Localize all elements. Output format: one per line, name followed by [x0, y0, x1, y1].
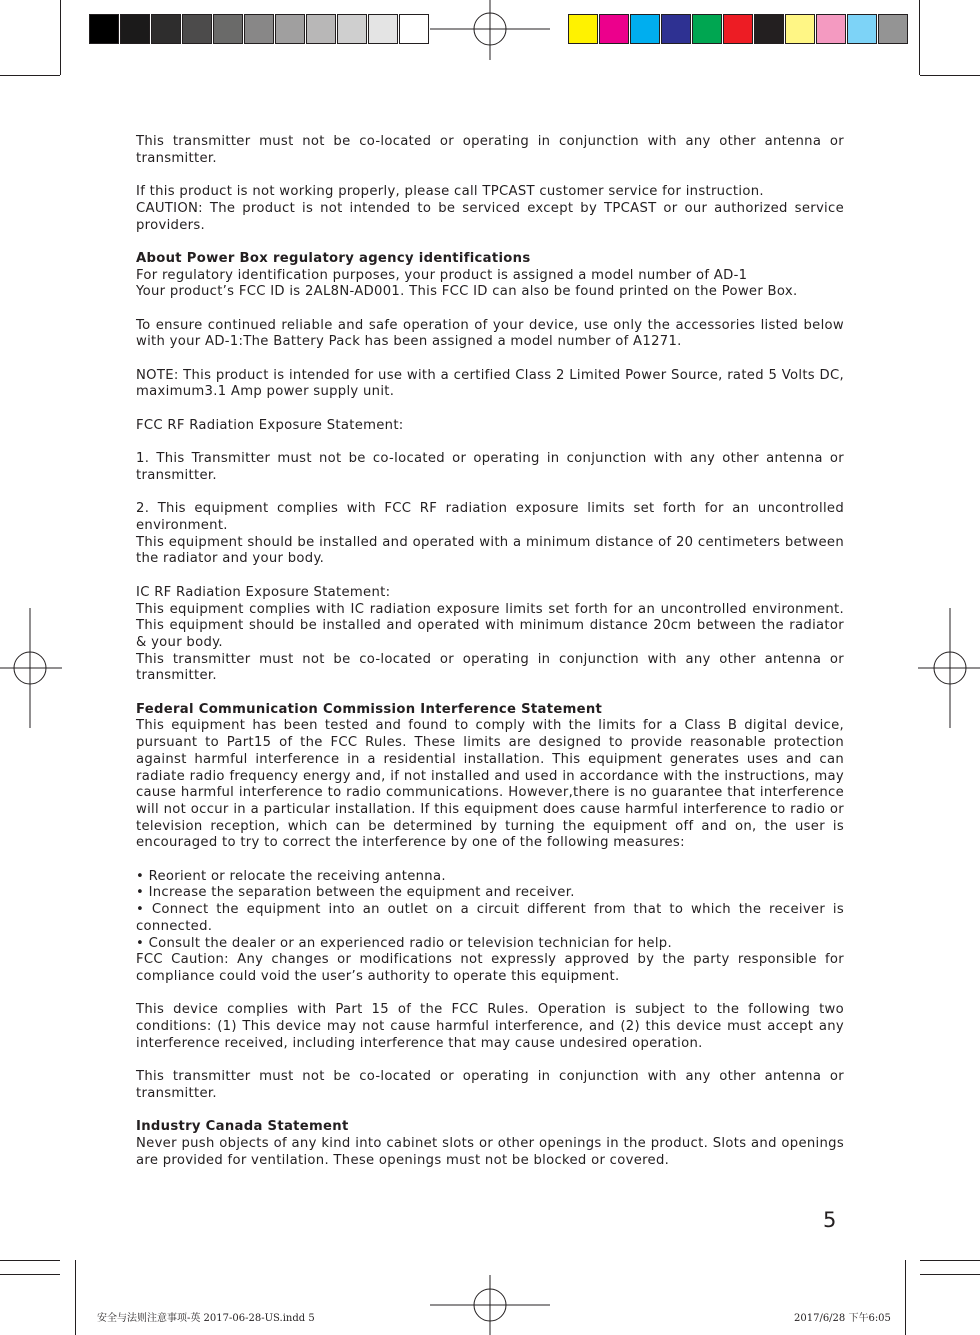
registration-mark-icon	[0, 608, 62, 728]
crop-mark	[0, 75, 60, 76]
color-swatch	[399, 14, 429, 44]
regulatory-text	[136, 134, 844, 1169]
registration-mark-icon	[430, 0, 550, 60]
paragraph: This equipment complies with IC radiation exposure limits set forth for an uncontrolled environment. This equipment should be installed and operated with minimum distance 20cm between the radiator & your body.	[136, 601, 844, 650]
crop-mark	[920, 1274, 980, 1275]
crop-mark	[75, 1260, 76, 1335]
color-swatch	[785, 14, 815, 44]
color-swatch	[275, 14, 305, 44]
color-swatch	[182, 14, 212, 44]
color-swatch	[723, 14, 753, 44]
color-swatch	[568, 14, 598, 44]
paragraph: If this product is not working properly, please call TPCAST customer service for instruction.	[136, 184, 764, 200]
color-swatch	[630, 14, 660, 44]
crop-mark	[0, 1260, 60, 1261]
paragraph: For regulatory identification purposes, your product is assigned a model number of AD-1	[136, 267, 748, 283]
color-swatch	[151, 14, 181, 44]
color-swatch	[816, 14, 846, 44]
crop-mark	[0, 1274, 60, 1275]
color-swatch	[368, 14, 398, 44]
paragraph: This transmitter must not be co-located or operating in conjunction with any other antenna or transmitter.	[136, 134, 844, 166]
paragraph: FCC Caution: Any changes or modifications not expressly approved by the party responsible for compliance could void the user’s authority to operate this equipment.	[136, 952, 844, 984]
list-item: • Consult the dealer or an experienced radio or television technician for help.	[136, 935, 672, 951]
paragraph: 1. This Transmitter must not be co-located or operating in conjunction with any other antenna or transmitter.	[136, 451, 844, 483]
crop-mark	[60, 0, 61, 75]
paragraph: This device complies with Part 15 of the FCC Rules. Operation is subject to the following two conditions: (1) This device may not cause harmful interference, and (2) this device must accept any interference received, including interference that may cause undesired operation.	[136, 1002, 844, 1051]
color-swatch	[599, 14, 629, 44]
paragraph: This transmitter must not be co-located or operating in conjunction with any other antenna or transmitter.	[136, 651, 844, 684]
paragraph: This equipment should be installed and operated with a minimum distance of 20 centimeters between the radiator and your body.	[136, 534, 844, 567]
paragraph: NOTE: This product is intended for use with a certified Class 2 Limited Power Source, rated 5 Volts DC, maximum3.1 Amp power supply unit.	[136, 367, 844, 400]
color-swatch	[120, 14, 150, 44]
crop-mark	[919, 0, 920, 75]
color-swatch	[847, 14, 877, 44]
slug-filename: 安全与法则注意事项-英 2017-06-28-US.indd 5	[97, 1313, 315, 1324]
paragraph: This equipment has been tested and found to comply with the limits for a Class B digital device, pursuant to Part15 of the FCC Rules. These limits are designed to provide reasonable protection against harmful interference in a residential installation. This equipment generates uses and can radiate radio frequency energy and, if not installed and used in accordance with the instructions, may cause harmful interference to radio communications. However,there is no guarantee that interference will not occur in a particular installation. If this equipment does cause harmful interference to radio or television reception, which can be determined by turning the equipment off and on, the user is encouraged to try to correct the interference by one of the following measures:	[136, 718, 844, 851]
registration-mark-icon	[430, 1275, 550, 1335]
color-swatch	[661, 14, 691, 44]
list-item: • Increase the separation between the equipment and receiver.	[136, 885, 575, 901]
color-swatch	[213, 14, 243, 44]
color-swatch	[878, 14, 908, 44]
color-swatch	[337, 14, 367, 44]
page-number: 5	[823, 1208, 837, 1232]
color-swatch	[754, 14, 784, 44]
crop-mark	[905, 1260, 906, 1335]
grayscale-color-bar	[89, 14, 430, 44]
section-heading: About Power Box regulatory agency identifications	[136, 250, 531, 266]
registration-mark-icon	[918, 608, 980, 728]
crop-mark	[920, 75, 980, 76]
paragraph: 2. This equipment complies with FCC RF radiation exposure limits set forth for an uncontrolled environment.	[136, 501, 844, 534]
process-color-bar	[568, 14, 909, 44]
paragraph: Never push objects of any kind into cabinet slots or other openings in the product. Slots and openings are provided for ventilation. These openings must not be blocked or covered.	[136, 1135, 844, 1168]
color-swatch	[306, 14, 336, 44]
list-item: • Connect the equipment into an outlet on a circuit different from that to which the receiver is connected.	[136, 902, 844, 934]
section-heading: Federal Communication Commission Interference Statement	[136, 701, 603, 717]
color-swatch	[692, 14, 722, 44]
section-heading: Industry Canada Statement	[136, 1119, 349, 1135]
color-swatch	[89, 14, 119, 44]
color-swatch	[244, 14, 274, 44]
paragraph: CAUTION: The product is not intended to be serviced except by TPCAST or our authorized service providers.	[136, 200, 844, 233]
paragraph: This transmitter must not be co-located or operating in conjunction with any other antenna or transmitter.	[136, 1069, 844, 1101]
paragraph: IC RF Radiation Exposure Statement:	[136, 584, 391, 600]
paragraph: To ensure continued reliable and safe operation of your device, use only the accessories listed below with your AD-1:The Battery Pack has been assigned a model number of A1271.	[136, 317, 844, 350]
slug-datetime: 2017/6/28 下午6:05	[794, 1313, 891, 1324]
paragraph: Your product’s FCC ID is 2AL8N-AD001. This FCC ID can also be found printed on the Power Box.	[136, 284, 798, 300]
paragraph: FCC RF Radiation Exposure Statement:	[136, 417, 404, 433]
list-item: • Reorient or relocate the receiving antenna.	[136, 868, 446, 884]
crop-mark	[920, 1260, 980, 1261]
